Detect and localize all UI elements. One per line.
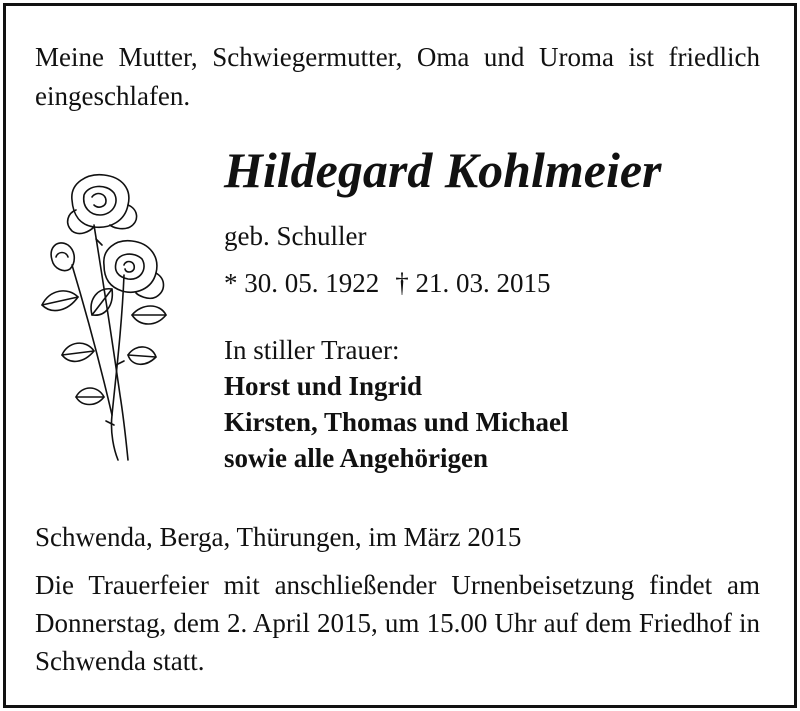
place-date-line: Schwenda, Berga, Thürungen, im März 2015: [35, 522, 522, 552]
mourner-line: Kirsten, Thomas und Michael: [224, 407, 569, 437]
mourning-label: In stiller Trauer:: [224, 335, 400, 365]
mourner-line: sowie alle Angehörigen: [224, 443, 488, 473]
death-date: † 21. 03. 2015: [395, 268, 551, 298]
birth-name: geb. Schuller: [224, 221, 367, 251]
birth-date: * 30. 05. 1922: [224, 268, 380, 298]
mourner-line: Horst und Ingrid: [224, 371, 423, 401]
deceased-name: Hildegard Kohlmeier: [224, 142, 662, 198]
roses-illustration-icon: [32, 165, 172, 465]
life-dates: [224, 266, 551, 300]
intro-text: Meine Mutter, Schwiegermutter, Oma und Uroma ist friedlich eingeschlafen.: [35, 42, 760, 111]
ceremony-text: Die Trauerfeier mit anschließender Urnenbeisetzung findet am Donnerstag, dem 2. April 2015, um 15.00 Uhr auf dem Friedhof in Schwenda statt.: [35, 570, 760, 676]
